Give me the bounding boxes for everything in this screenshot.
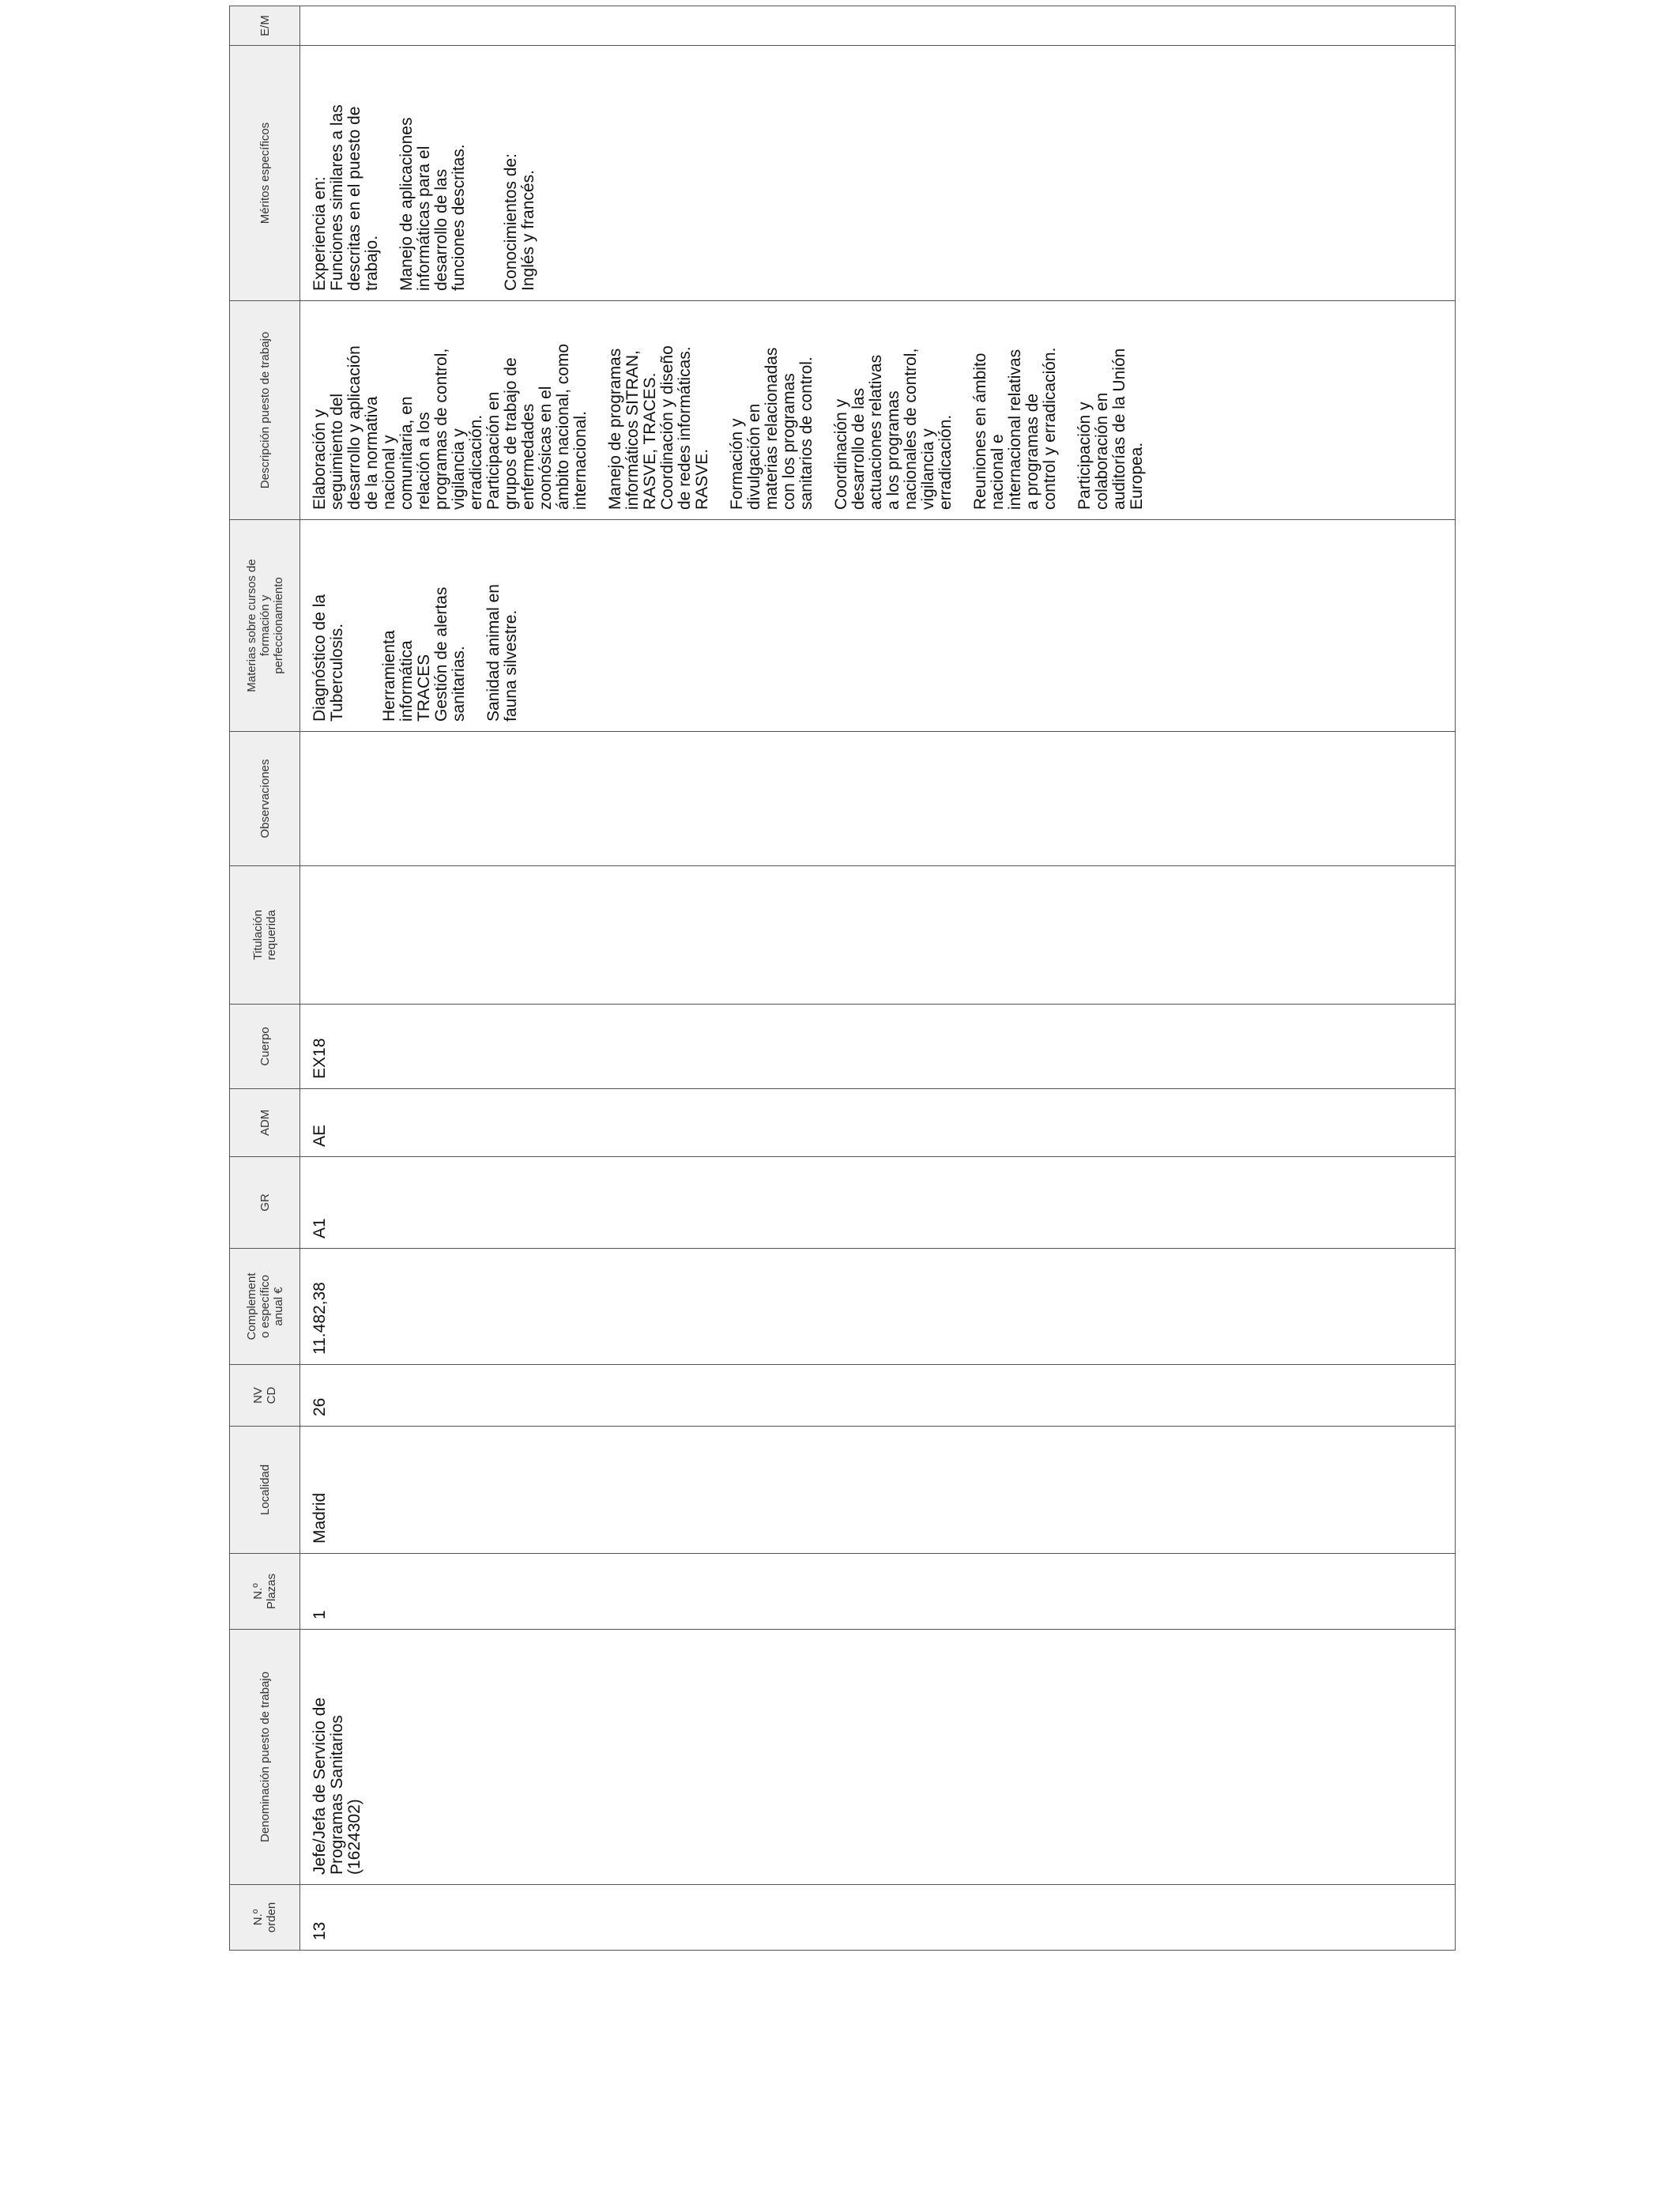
descripcion-item: Reuniones en ámbito nacional e internacional relativas a programas de control y erradicación. xyxy=(971,347,1059,510)
header-row xyxy=(230,6,300,1951)
header-descripcion: Descripción puesto de trabajo xyxy=(230,301,300,520)
cell-materias xyxy=(300,520,1456,732)
materias-item: Sanidad animal en fauna silvestre. xyxy=(484,584,520,722)
table-header xyxy=(230,6,300,1951)
cell-meritos xyxy=(300,46,1456,301)
header-titulacion: Titulación requerida xyxy=(230,866,300,1005)
descripcion-item: Formación y divulgación en materias relacionadas con los programas sanitarios de control. xyxy=(728,347,816,510)
descripcion-item: Coordinación y diseño de redes informáticas. RASVE. xyxy=(658,345,711,510)
cell-adm: AE xyxy=(300,1089,1456,1157)
descripcion-item: Elaboración y seguimiento del desarrollo y aplicación de la normativa nacional y comunitaria, en relación a los programas de control, vigilancia y erradicación. xyxy=(311,345,485,510)
rotated-table-container xyxy=(229,6,1456,1951)
descripcion-item: Manejo de programas informáticos SITRAN, RASVE, TRACES. xyxy=(606,348,659,510)
descripcion-item: Coordinación y desarrollo de las actuaciones relativas a los programas nacionales de control, vigilancia y erradicación. xyxy=(832,348,955,510)
cell-descripcion xyxy=(300,301,1456,520)
table-body xyxy=(300,6,1456,1951)
cell-localidad: Madrid xyxy=(300,1427,1456,1554)
header-complemento: Complement o específico anual € xyxy=(230,1249,300,1365)
cell-complemento: 11.482,38 xyxy=(300,1249,1456,1365)
header-observaciones: Observaciones xyxy=(230,732,300,866)
header-grupo: GR xyxy=(230,1157,300,1249)
table-row xyxy=(300,6,1456,1951)
header-materias: Materias sobre cursos de formación y perfeccionamiento xyxy=(230,520,300,732)
header-em: E/M xyxy=(230,6,300,46)
meritos-item: Experiencia en: Funciones similares a las descritas en el puesto de trabajo. xyxy=(311,104,381,291)
cell-denominacion: Jefe/Jefa de Servicio de Programas Sanitarios (1624302) xyxy=(300,1630,1456,1885)
meritos-item: Manejo de aplicaciones informáticas para el desarrollo de las funciones descritas. xyxy=(397,117,468,291)
descripcion-item: Participación y colaboración en auditorías de la Unión Europea. xyxy=(1075,348,1146,510)
header-localidad: Localidad xyxy=(230,1427,300,1554)
job-positions-table xyxy=(229,6,1456,1951)
header-plazas: N.º Plazas xyxy=(230,1554,300,1630)
descripcion-item: Participación en grupos de trabajo de enfermedades zoonósicas en el ámbito nacional, como internacional. xyxy=(484,343,590,510)
cell-titulacion xyxy=(300,866,1456,1005)
materias-item: Herramienta informática TRACES xyxy=(380,630,433,722)
header-adm: ADM xyxy=(230,1089,300,1157)
materias-item: Gestión de alertas sanitarias. xyxy=(432,586,468,722)
meritos-item: Conocimientos de: Inglés y francés. xyxy=(502,153,537,291)
cell-observaciones xyxy=(300,732,1456,866)
header-denominacion: Denominación puesto de trabajo xyxy=(230,1630,300,1885)
cell-grupo: A1 xyxy=(300,1157,1456,1249)
cell-em xyxy=(300,6,1456,46)
cell-cuerpo: EX18 xyxy=(300,1005,1456,1089)
header-nivel: NV CD xyxy=(230,1365,300,1427)
materias-item: Diagnóstico de la Tuberculosis. xyxy=(311,594,346,722)
header-orden: N.º orden xyxy=(230,1885,300,1951)
header-meritos: Méritos específicos xyxy=(230,46,300,301)
cell-plazas: 1 xyxy=(300,1554,1456,1630)
header-cuerpo: Cuerpo xyxy=(230,1005,300,1089)
cell-nivel: 26 xyxy=(300,1365,1456,1427)
cell-orden: 13 xyxy=(300,1885,1456,1951)
